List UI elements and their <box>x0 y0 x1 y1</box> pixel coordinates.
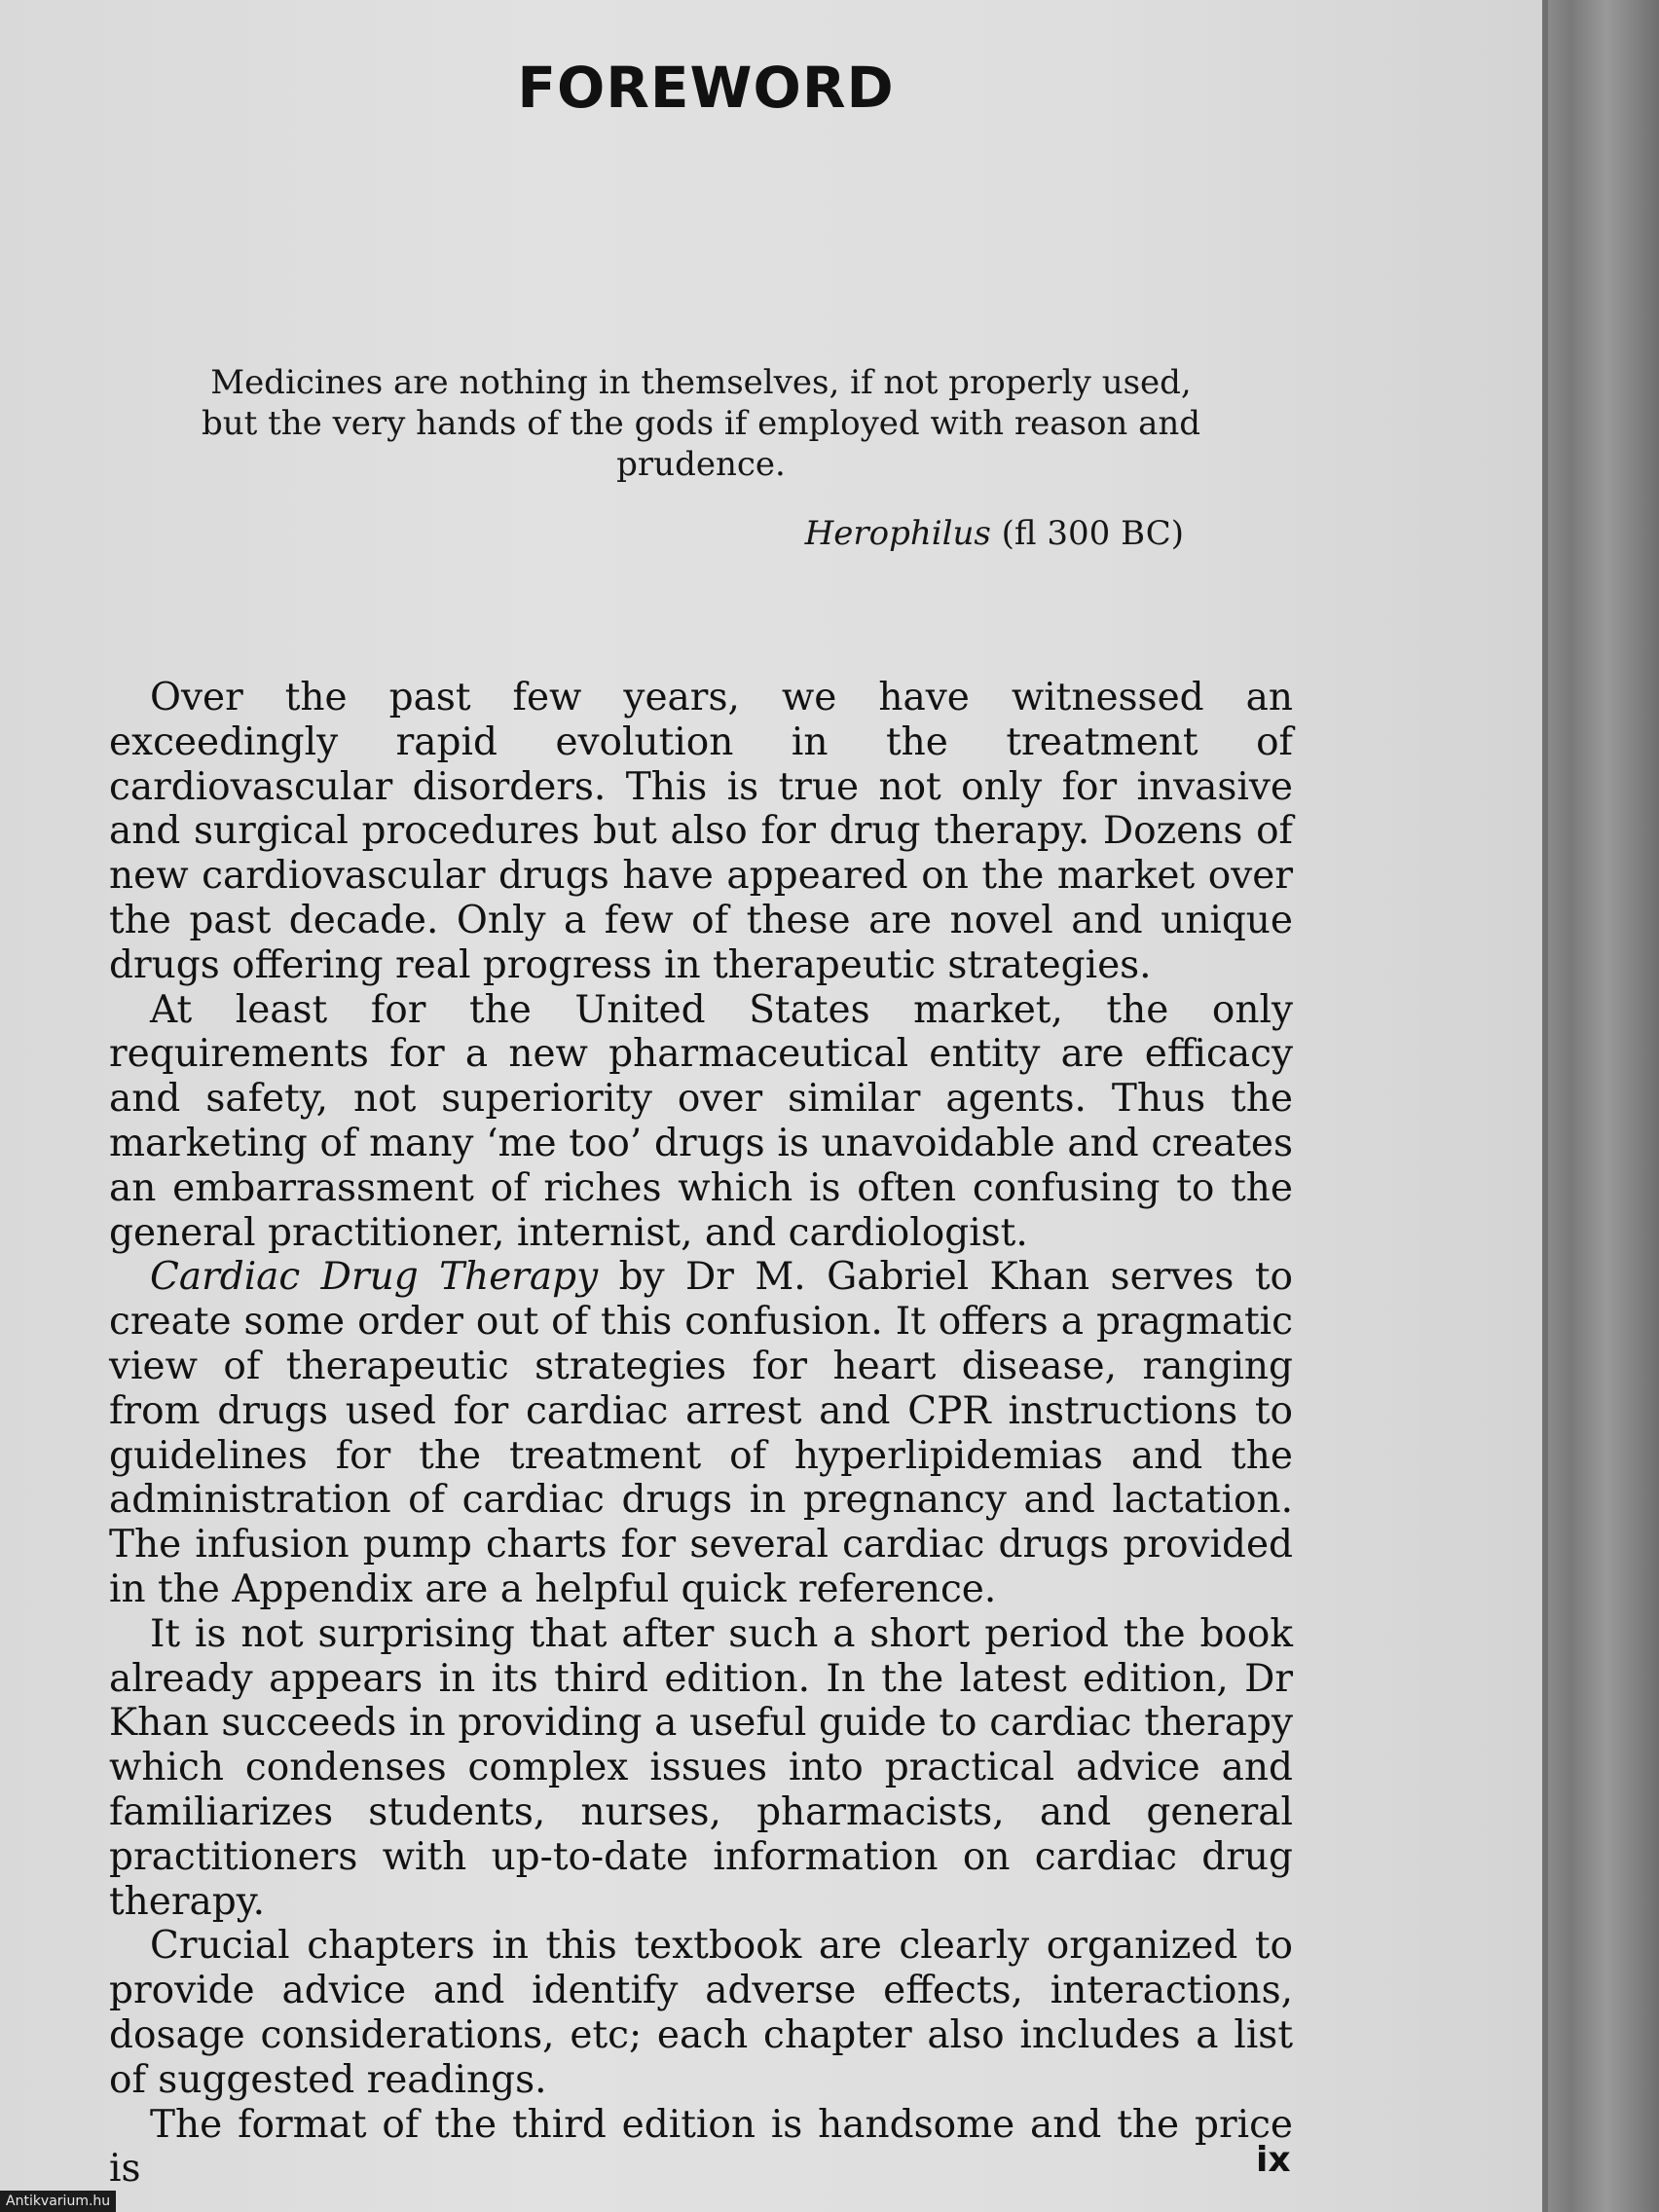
epigraph-author: Herophilus <box>804 514 991 553</box>
page-number: ix <box>1256 2140 1291 2180</box>
paragraph-2: At least for the United States market, the only requirements for a new pharmaceutical entity are efficacy and safety, not superiority over similar agents. Thus the marketing of many ‘me too’ drugs is unavoidable and creates an embarrassment of riches which is often confusing to the general practitioner, internist, and cardiologist. <box>109 987 1293 1255</box>
epigraph-attribution <box>805 514 1184 553</box>
paragraph-1: Over the past few years, we have witnessed an exceedingly rapid evolution in the treatment of cardiovascular disorders. This is true not only for invasive and surgical procedures but also for drug therapy. Dozens of new cardiovascular drugs have appeared on the market over the past decade. Only a few of these are novel and unique drugs offering real progress in therapeutic strategies. <box>109 676 1293 987</box>
epigraph-quote: Medicines are nothing in themselves, if not properly used, but the very hands of the gods if employed with reason and prudence. <box>201 363 1201 484</box>
paragraph-5: Crucial chapters in this textbook are clearly organized to provide advice and identify adverse effects, interactions, dosage considerations, etc; each chapter also includes a list of suggested readings. <box>109 1924 1293 2102</box>
paragraph-3-text: by Dr M. Gabriel Khan serves to create some order out of this confusion. It offers a pragmatic view of therapeutic strategies for heart disease, ranging from drugs used for cardiac arrest and CPR instructions to guidelines for the treatment of hyperlipidemias and the administration of cardiac drugs in pregnancy and lactation. The infusion pump charts for several cardiac drugs provided in the Appendix are a helpful quick reference. <box>109 1255 1293 1611</box>
paragraph-3 <box>109 1255 1293 1611</box>
epigraph-date: (fl 300 BC) <box>1001 514 1184 553</box>
watermark: Antikvarium.hu <box>0 2191 116 2212</box>
book-gutter-shadow <box>1542 0 1659 2212</box>
paragraph-6: The format of the third edition is handsome and the price is <box>109 2102 1293 2192</box>
foreword-body <box>109 676 1293 2192</box>
page-title: FOREWORD <box>517 55 895 121</box>
book-title: Cardiac Drug Therapy <box>150 1255 599 1300</box>
paragraph-4: It is not surprising that after such a short period the book already appears in its third edition. In the latest edition, Dr Khan succeeds in providing a useful guide to cardiac therapy which condenses complex issues into practical advice and familiarizes students, nurses, pharmacists, and general practitioners with up-to-date information on cardiac drug therapy. <box>109 1611 1293 1924</box>
